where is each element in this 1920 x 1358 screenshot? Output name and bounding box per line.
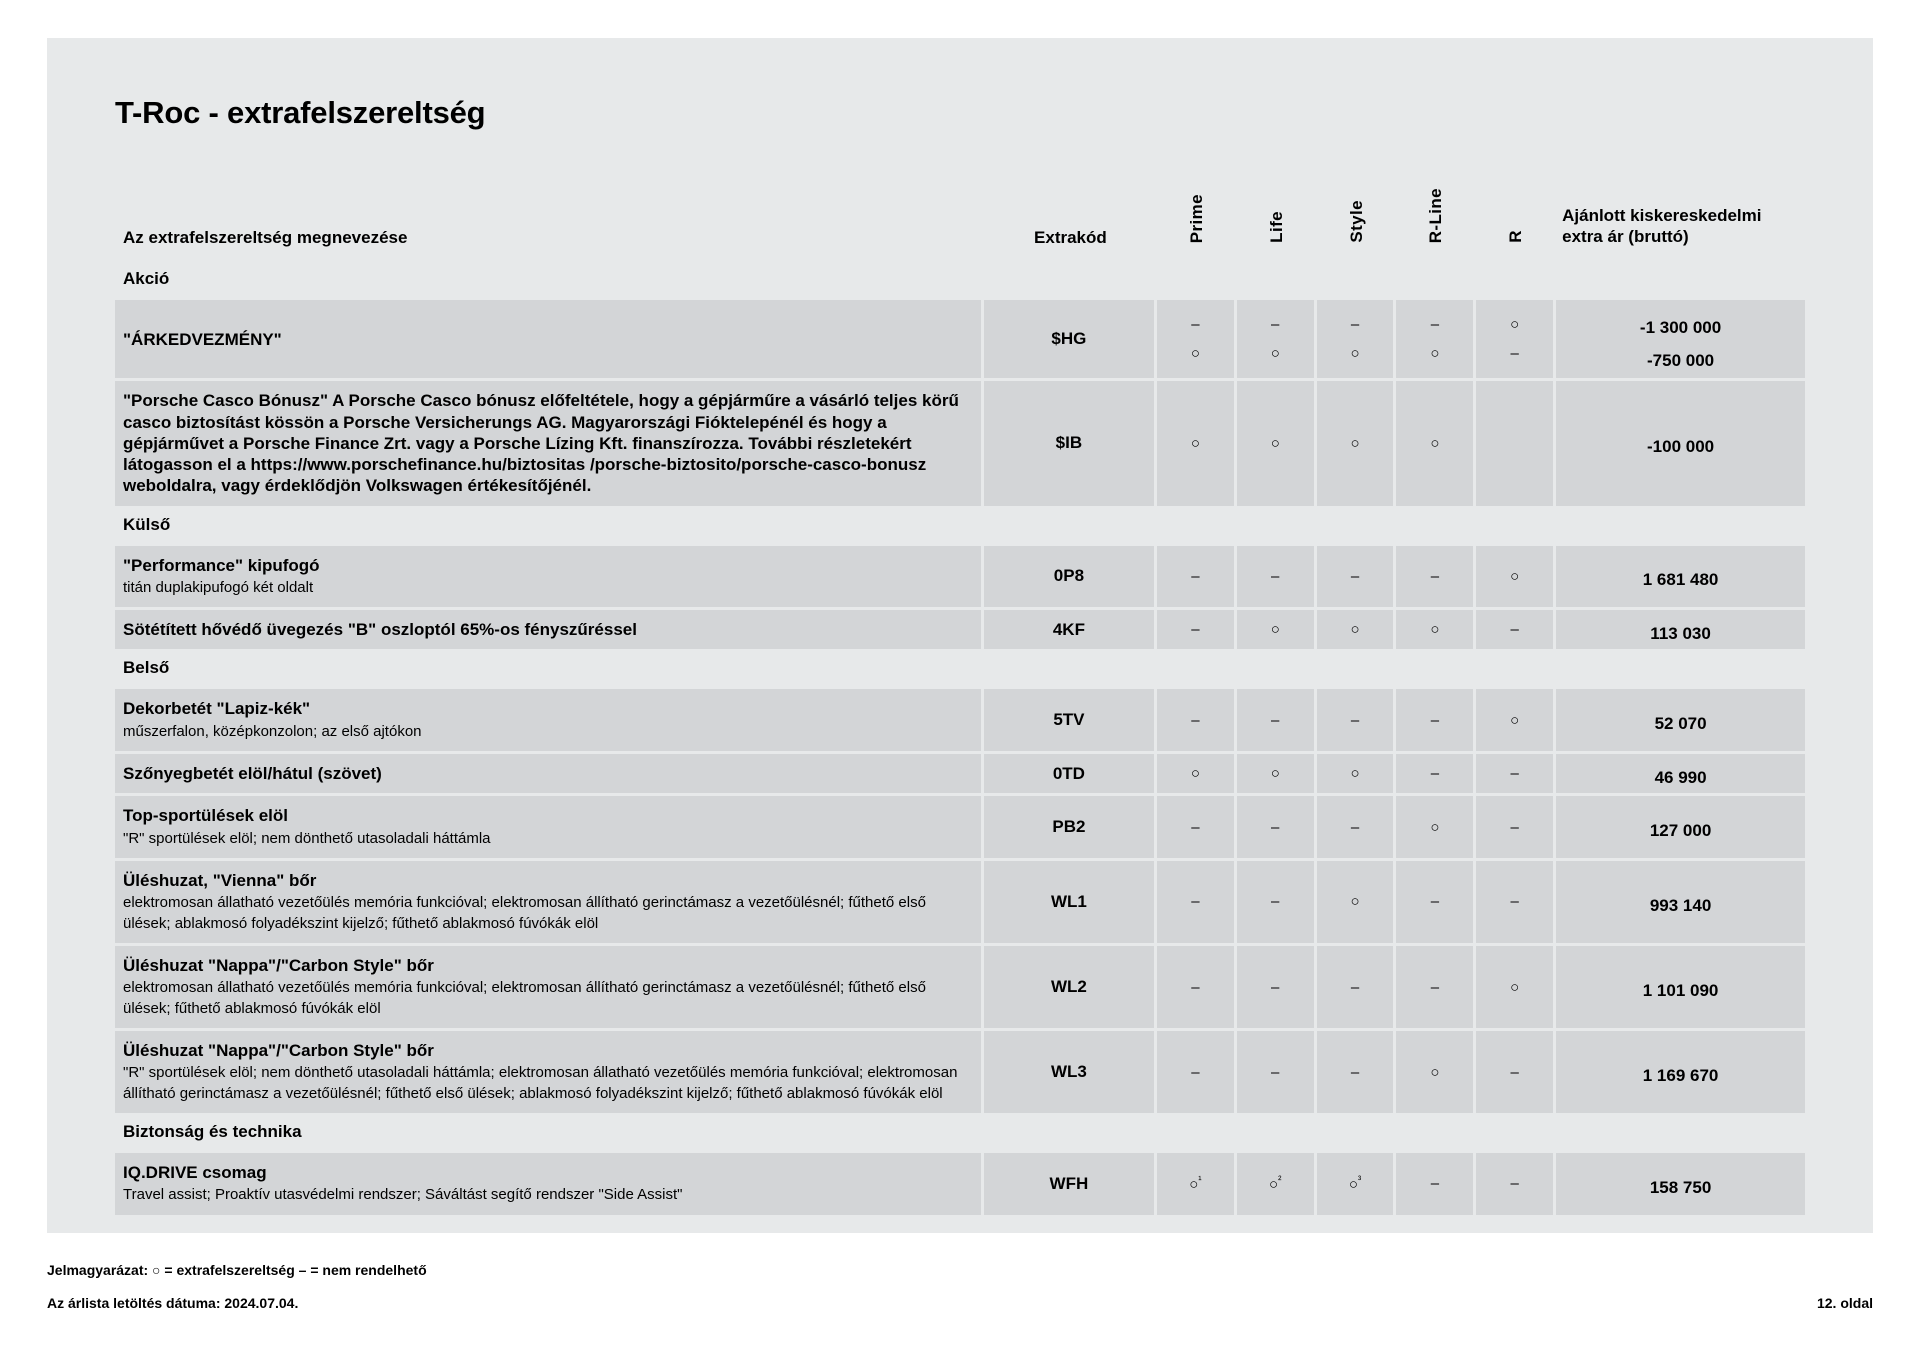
availability-marker-line: ○ bbox=[1350, 345, 1360, 363]
header-trim-label: Prime bbox=[1186, 193, 1206, 243]
availability-marker-symbol: ○ bbox=[1269, 1175, 1279, 1193]
option-price: 1 169 670 bbox=[1556, 1028, 1805, 1113]
availability-marker: ○ bbox=[1237, 751, 1317, 793]
availability-marker: ○ bbox=[1157, 378, 1237, 505]
availability-marker: – bbox=[1157, 858, 1237, 943]
availability-marker: – bbox=[1396, 686, 1476, 751]
option-extracode: $IB bbox=[984, 378, 1157, 505]
option-extracode: WL2 bbox=[984, 943, 1157, 1028]
availability-marker: – bbox=[1476, 751, 1556, 793]
availability-marker: ○ bbox=[1317, 751, 1397, 793]
option-extracode: 4KF bbox=[984, 607, 1157, 649]
availability-marker: ○ bbox=[1476, 686, 1556, 751]
table-row bbox=[115, 686, 1805, 751]
option-extracode: WFH bbox=[984, 1150, 1157, 1215]
option-title: Üléshuzat, "Vienna" bőr bbox=[123, 870, 317, 890]
availability-marker: – bbox=[1396, 1150, 1476, 1215]
option-description-cell bbox=[115, 1028, 984, 1113]
option-title: Top-sportülések elöl bbox=[123, 806, 288, 826]
availability-marker: – bbox=[1476, 607, 1556, 649]
availability-marker-line: – bbox=[1430, 315, 1440, 333]
pricelist-date: Az árlista letöltés dátuma: 2024.07.04. bbox=[47, 1295, 299, 1311]
header-trim-label: Life bbox=[1266, 211, 1286, 243]
availability-marker bbox=[1476, 378, 1556, 505]
option-price: 52 070 bbox=[1556, 686, 1805, 751]
legend-text: Jelmagyarázat: ○ = extrafelszereltség – = nem rendelhető bbox=[47, 1262, 427, 1278]
section-heading-row bbox=[115, 506, 1805, 543]
header-price bbox=[1556, 160, 1805, 260]
availability-marker-line: ○ bbox=[1270, 345, 1280, 363]
table-row bbox=[115, 943, 1805, 1028]
option-subtitle: elektromosan állatható vezetőülés memória funkcióval; elektromosan állítható gerinctámasz a vezetőülésnél; fűthető első ülések; fűthető ablakmosó fúvókák elöl bbox=[123, 979, 926, 1017]
header-trim-style bbox=[1317, 160, 1397, 260]
availability-marker: ○ bbox=[1476, 543, 1556, 608]
table-row bbox=[115, 297, 1805, 378]
option-extracode: WL3 bbox=[984, 1028, 1157, 1113]
option-subtitle: Travel assist; Proaktív utasvédelmi rendszer; Sáváltást segítő rendszer "Side Assist" bbox=[123, 1186, 683, 1204]
availability-marker bbox=[1396, 297, 1476, 378]
table-row bbox=[115, 543, 1805, 608]
availability-marker: ○ bbox=[1317, 607, 1397, 649]
header-trim-label: Style bbox=[1346, 200, 1366, 243]
option-description-cell bbox=[115, 378, 984, 505]
page-number: 12. oldal bbox=[1816, 1295, 1873, 1311]
availability-marker-line: – bbox=[1510, 345, 1519, 363]
availability-marker: – bbox=[1237, 858, 1317, 943]
option-subtitle: "R" sportülések elöl; nem dönthető utasoladali háttámla bbox=[123, 829, 491, 847]
availability-marker: – bbox=[1237, 686, 1317, 751]
section-heading-row bbox=[115, 260, 1805, 297]
availability-marker: – bbox=[1396, 751, 1476, 793]
availability-marker-line: – bbox=[1191, 315, 1200, 333]
availability-marker: – bbox=[1157, 686, 1237, 751]
availability-marker: – bbox=[1317, 686, 1397, 751]
availability-marker-symbol: ○ bbox=[1348, 1175, 1358, 1193]
option-extracode: WL1 bbox=[984, 858, 1157, 943]
availability-marker: – bbox=[1237, 943, 1317, 1028]
option-title: Dekorbetét "Lapiz-kék" bbox=[123, 699, 311, 719]
option-title: "ÁRKEDVEZMÉNY" bbox=[123, 329, 282, 349]
availability-marker-line: – bbox=[1350, 315, 1360, 333]
availability-marker-footnote: ² bbox=[1278, 1174, 1282, 1186]
section-heading: Belső bbox=[123, 658, 170, 678]
availability-marker-line: ○ bbox=[1510, 315, 1520, 333]
option-price: 127 000 bbox=[1556, 793, 1805, 858]
option-price: 158 750 bbox=[1556, 1150, 1805, 1215]
availability-marker: – bbox=[1157, 543, 1237, 608]
option-price: 1 681 480 bbox=[1556, 543, 1805, 608]
table-row bbox=[115, 751, 1805, 793]
option-price: -100 000 bbox=[1556, 378, 1805, 505]
availability-marker: – bbox=[1157, 1028, 1237, 1113]
option-description-cell bbox=[115, 858, 984, 943]
availability-marker: ○ bbox=[1396, 607, 1476, 649]
table-row bbox=[115, 858, 1805, 943]
option-price: 993 140 bbox=[1556, 858, 1805, 943]
option-subtitle: titán duplakipufogó két oldalt bbox=[123, 578, 314, 596]
option-price: 46 990 bbox=[1556, 751, 1805, 793]
availability-marker: – bbox=[1157, 943, 1237, 1028]
table-row bbox=[115, 793, 1805, 858]
availability-marker: – bbox=[1317, 1028, 1397, 1113]
header-trim-label: R-Line bbox=[1426, 187, 1446, 243]
option-description-cell bbox=[115, 607, 984, 649]
availability-marker-line: – bbox=[1271, 315, 1280, 333]
table-row bbox=[115, 1150, 1805, 1215]
availability-marker: ○ bbox=[1396, 1028, 1476, 1113]
availability-marker: – bbox=[1396, 943, 1476, 1028]
option-description-cell bbox=[115, 793, 984, 858]
option-subtitle: elektromosan állatható vezetőülés memória funkcióval; elektromosan állítható gerinctámasz a vezetőülésnél; fűthető első ülések; ablakmosó folyadékszint kijelző; fűthető ablakmosó fúvókák elöl bbox=[123, 894, 926, 932]
availability-marker: – bbox=[1476, 793, 1556, 858]
availability-marker-line: ○ bbox=[1190, 345, 1200, 363]
availability-marker bbox=[1237, 1150, 1317, 1215]
option-title: IQ.DRIVE csomag bbox=[123, 1163, 267, 1183]
option-extracode: PB2 bbox=[984, 793, 1157, 858]
availability-marker-symbol: ○ bbox=[1189, 1175, 1199, 1193]
availability-marker: ○ bbox=[1237, 607, 1317, 649]
availability-marker: ○ bbox=[1396, 793, 1476, 858]
option-subtitle: "R" sportülések elöl; nem dönthető utasoladali háttámla; elektromosan állatható vezetőülés memória funkcióval; elektromosan állítható gerinctámasz a vezetőülésnél; fűthető első ülések; ablakmosó folyadékszint kijelző; fűthető ablakmosó fúvókák elöl bbox=[123, 1064, 958, 1102]
availability-marker: ○ bbox=[1317, 858, 1397, 943]
availability-marker bbox=[1237, 297, 1317, 378]
availability-marker: ○ bbox=[1317, 378, 1397, 505]
availability-marker: – bbox=[1317, 943, 1397, 1028]
availability-marker: ○ bbox=[1476, 943, 1556, 1028]
availability-marker: – bbox=[1396, 543, 1476, 608]
table-row bbox=[115, 1028, 1805, 1113]
option-price: 113 030 bbox=[1556, 607, 1805, 649]
availability-marker: ○ bbox=[1396, 378, 1476, 505]
availability-marker: – bbox=[1237, 1028, 1317, 1113]
availability-marker: – bbox=[1317, 543, 1397, 608]
header-price-line1: Ajánlott kiskereskedelmi bbox=[1562, 205, 1762, 225]
availability-marker: – bbox=[1317, 793, 1397, 858]
availability-marker bbox=[1317, 297, 1397, 378]
header-trim-label: R bbox=[1506, 230, 1526, 243]
availability-marker: ○ bbox=[1237, 378, 1317, 505]
availability-marker: – bbox=[1476, 1028, 1556, 1113]
header-trim-life bbox=[1237, 160, 1317, 260]
option-price bbox=[1556, 297, 1805, 378]
header-price-line2: extra ár (bruttó) bbox=[1562, 227, 1689, 247]
extras-table bbox=[115, 160, 1805, 1215]
option-description-cell bbox=[115, 1150, 984, 1215]
option-extracode: $HG bbox=[984, 297, 1157, 378]
header-trim-r-line bbox=[1396, 160, 1476, 260]
header-extracode: Extrakód bbox=[1034, 228, 1107, 247]
option-title: "Porsche Casco Bónusz" A Porsche Casco bónusz előfeltétele, hogy a gépjárműre a vásárló teljes körű casco biztosítást kössön a Porsche Versicherungs AG. Magyarországi Fióktelepénél és hogy a gépjárművet a Porsche Finance Zrt. vagy a Porsche Lízing Kft. finanszírozza. További részletekért látogasson el a https://www.porschefinance.hu/biztositas /porsche-biztosito/porsche-casco-bonusz weboldalra, vagy érdeklődjön Volkswagen értékesítőjénél. bbox=[123, 391, 959, 496]
option-description-cell bbox=[115, 297, 984, 378]
option-price: 1 101 090 bbox=[1556, 943, 1805, 1028]
table-row bbox=[115, 607, 1805, 649]
option-title: Üléshuzat "Nappa"/"Carbon Style" bőr bbox=[123, 1041, 434, 1061]
option-subtitle: műszerfalon, középkonzolon; az első ajtókon bbox=[123, 722, 422, 740]
option-extracode: 0TD bbox=[984, 751, 1157, 793]
option-extracode: 5TV bbox=[984, 686, 1157, 751]
availability-marker: – bbox=[1396, 858, 1476, 943]
header-trim-r bbox=[1476, 160, 1556, 260]
availability-marker: – bbox=[1237, 543, 1317, 608]
section-heading-row bbox=[115, 649, 1805, 686]
availability-marker: – bbox=[1157, 793, 1237, 858]
option-price-line: -750 000 bbox=[1647, 351, 1715, 371]
availability-marker: – bbox=[1476, 1150, 1556, 1215]
section-heading: Akció bbox=[123, 269, 170, 288]
section-heading-row bbox=[115, 1113, 1805, 1150]
availability-marker bbox=[1157, 1150, 1237, 1215]
option-price-line: -1 300 000 bbox=[1639, 318, 1722, 337]
page-title: T-Roc - extrafelszereltség bbox=[115, 95, 486, 130]
option-title: Üléshuzat "Nappa"/"Carbon Style" bőr bbox=[123, 955, 434, 975]
table-header-row bbox=[115, 160, 1805, 260]
option-description-cell bbox=[115, 943, 984, 1028]
section-heading: Biztonság és technika bbox=[123, 1122, 302, 1142]
header-name: Az extrafelszereltség megnevezése bbox=[123, 228, 408, 247]
availability-marker-footnote: ¹ bbox=[1198, 1174, 1202, 1186]
availability-marker-footnote: ³ bbox=[1357, 1174, 1362, 1186]
availability-marker: – bbox=[1237, 793, 1317, 858]
availability-marker bbox=[1476, 297, 1556, 378]
availability-marker: – bbox=[1476, 858, 1556, 943]
availability-marker: ○ bbox=[1157, 751, 1237, 793]
option-title: Szőnyegbetét elöl/hátul (szövet) bbox=[123, 764, 382, 784]
header-trim-prime bbox=[1157, 160, 1237, 260]
option-description-cell bbox=[115, 751, 984, 793]
availability-marker: – bbox=[1157, 607, 1237, 649]
table-row bbox=[115, 378, 1805, 505]
option-extracode: 0P8 bbox=[984, 543, 1157, 608]
section-heading: Külső bbox=[123, 514, 171, 534]
option-description-cell bbox=[115, 543, 984, 608]
availability-marker-line: ○ bbox=[1430, 345, 1440, 363]
availability-marker bbox=[1157, 297, 1237, 378]
option-title: Sötétített hővédő üvegezés "B" oszloptól 65%-os fényszűréssel bbox=[123, 620, 637, 640]
extras-table-body bbox=[115, 160, 1805, 1215]
availability-marker bbox=[1317, 1150, 1397, 1215]
option-title: "Performance" kipufogó bbox=[123, 555, 320, 575]
option-description-cell bbox=[115, 686, 984, 751]
